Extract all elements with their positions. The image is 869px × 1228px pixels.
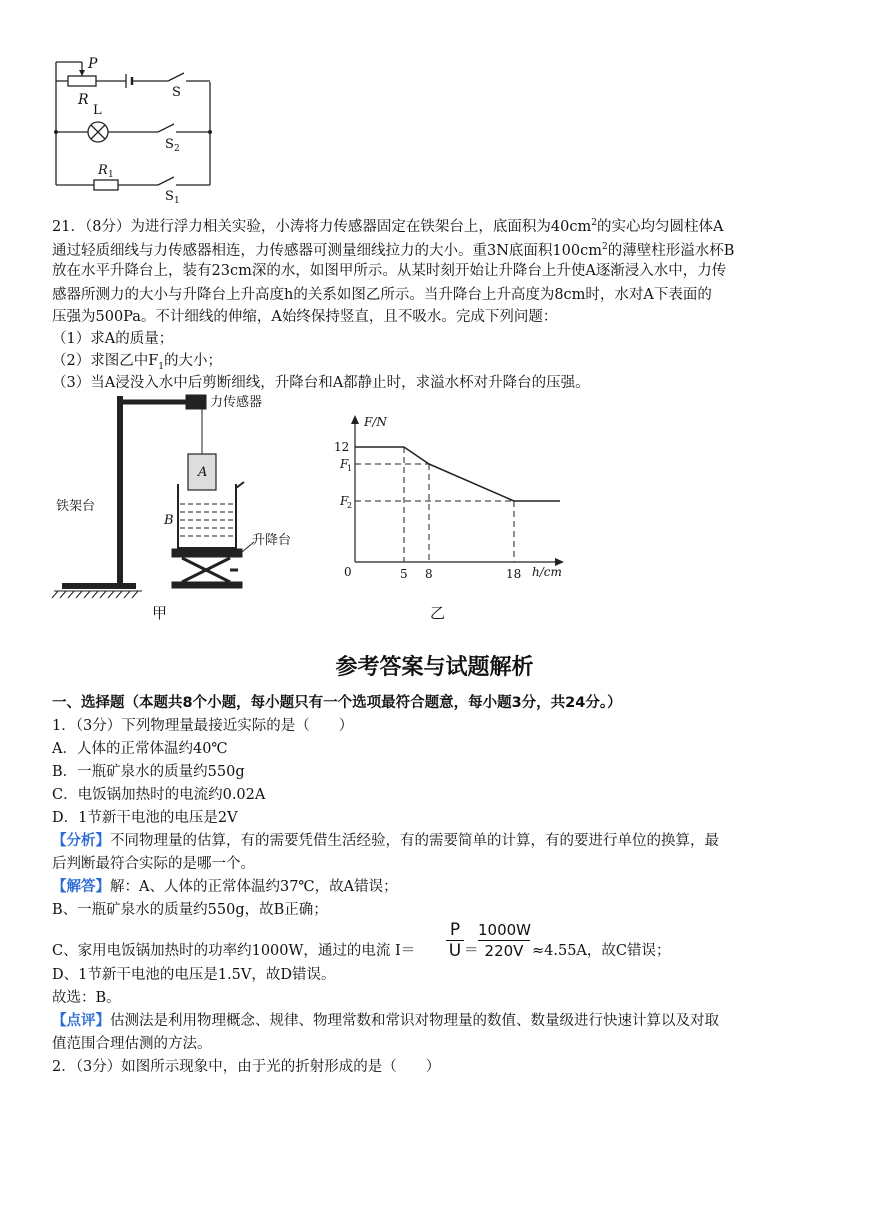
solution-line4: D、1节新干电池的电压是1.5V，故D错误。	[52, 967, 336, 983]
label-stand: 铁架台	[56, 499, 96, 514]
solution-line1: 【解答】解：A、人体的正常体温约37℃，故A错误；	[52, 878, 398, 895]
label-s2-sub: 2	[174, 144, 180, 154]
q1-option-c: C．电饭锅加热时的电流约0.02A	[52, 787, 266, 803]
q21-sub2: （2）求图乙中$F_1$的大小；	[52, 353, 223, 372]
label-s2: S	[165, 137, 174, 152]
label-s1-sub: 1	[174, 196, 180, 206]
label-r1: R	[98, 163, 108, 178]
fraction-1000w-220v: 1000W 220V	[478, 921, 532, 960]
solution-line5: 故选：B。	[52, 990, 121, 1006]
label-s1: S	[165, 189, 174, 204]
label-b: B	[164, 513, 174, 528]
analysis-tag: 【分析】	[52, 832, 110, 849]
q21-sub1: （1）求A的质量；	[52, 331, 174, 347]
analysis-line2: 后判断最符合实际的是哪一个。	[52, 856, 255, 872]
analysis-line1: 【分析】不同物理量的估算，有的需要凭借生活经验，有的需要简单的计算，有的要进行单位的换算，最	[52, 832, 719, 849]
figure-jia	[52, 392, 302, 622]
tick-12: 12	[334, 440, 350, 454]
q21-sub3: （3）当A浸没入水中后剪断细线，升降台和A都静止时，求溢水杯对升降台的压强。	[52, 375, 590, 391]
q1-option-a: A．人体的正常体温约40℃	[52, 741, 228, 757]
q21-line2: 通过轻质细线与力传感器相连，力传感器可测量细线拉力的大小。重3N底面积$100cm^2$的薄壁柱形溢水杯B	[52, 242, 735, 259]
comment-line1: 【点评】估测法是利用物理概念、规律、物理常数和常识对物理量的数值、数量级进行快速计算以及对取	[52, 1012, 719, 1029]
q21-line4: 感器所测力的大小与升降台上升高度h的关系如图乙所示。当升降台上升高度为8cm时，水对A下表面的	[52, 287, 712, 303]
tick-x8: 8	[425, 567, 433, 581]
tick-f1-sub: 1	[347, 464, 353, 473]
label-sensor: 力传感器	[210, 395, 263, 410]
q1-stem: 1．（3分）下列物理量最接近实际的是（ ）	[52, 718, 354, 734]
label-r1-sub: 1	[108, 170, 114, 180]
solution-line3: C、家用电饭锅加热时的功率约1000W，通过的电流 I＝	[52, 943, 416, 959]
tick-f1: F	[340, 457, 349, 471]
label-a: A	[198, 465, 208, 480]
graph-origin: 0	[344, 565, 352, 579]
graph-xlabel: h/cm	[532, 565, 562, 579]
label-r: R	[78, 92, 89, 108]
circuit-diagram	[48, 52, 218, 206]
tick-f2: F	[340, 494, 349, 508]
solution-tag: 【解答】	[52, 878, 110, 895]
equals-sign: ＝	[464, 943, 479, 959]
tick-x5: 5	[400, 567, 408, 581]
caption-jia: 甲	[152, 604, 168, 622]
q1-option-d: D．1节新干电池的电压是2V	[52, 810, 238, 826]
graph-ylabel: F/N	[364, 415, 387, 429]
comment-tag: 【点评】	[52, 1012, 110, 1029]
label-p: P	[88, 56, 98, 72]
answers-title: 参考答案与试题解析	[335, 655, 534, 680]
label-s: S	[172, 85, 181, 100]
label-l: L	[93, 103, 102, 118]
q21-line5: 压强为500Pa。不计细线的伸缩，A始终保持竖直，且不吸水。完成下列问题：	[52, 309, 558, 325]
tick-x18: 18	[506, 567, 522, 581]
tick-f2-sub: 2	[347, 501, 353, 510]
q21-line3: 放在水平升降台上，装有23cm深的水，如图甲所示。从某时刻开始让升降台上升使A逐渐浸入水中，力传	[52, 263, 727, 279]
caption-yi: 乙	[430, 604, 446, 622]
section-heading: 一、选择题（本题共8个小题，每小题只有一个选项最符合题意，每小题3分，共24分。）	[52, 695, 622, 711]
q1-option-b: B．一瓶矿泉水的质量约550g	[52, 764, 245, 780]
solution-line2: B、一瓶矿泉水的质量约550g，故B正确；	[52, 902, 328, 918]
comment-line2: 值范围合理估测的方法。	[52, 1036, 212, 1052]
solution-line3-tail: ≈4.55A，故C错误；	[532, 943, 671, 959]
label-lift: 升降台	[252, 533, 292, 548]
figure-yi	[330, 410, 580, 625]
fraction-p-u: P U	[446, 920, 464, 961]
q21-line1: 21．（8分）为进行浮力相关实验，小涛将力传感器固定在铁架台上，底面积为$40cm^2$的实心均匀圆柱体A	[52, 218, 724, 235]
q2-stem: 2．（3分）如图所示现象中，由于光的折射形成的是（ ）	[52, 1059, 441, 1075]
